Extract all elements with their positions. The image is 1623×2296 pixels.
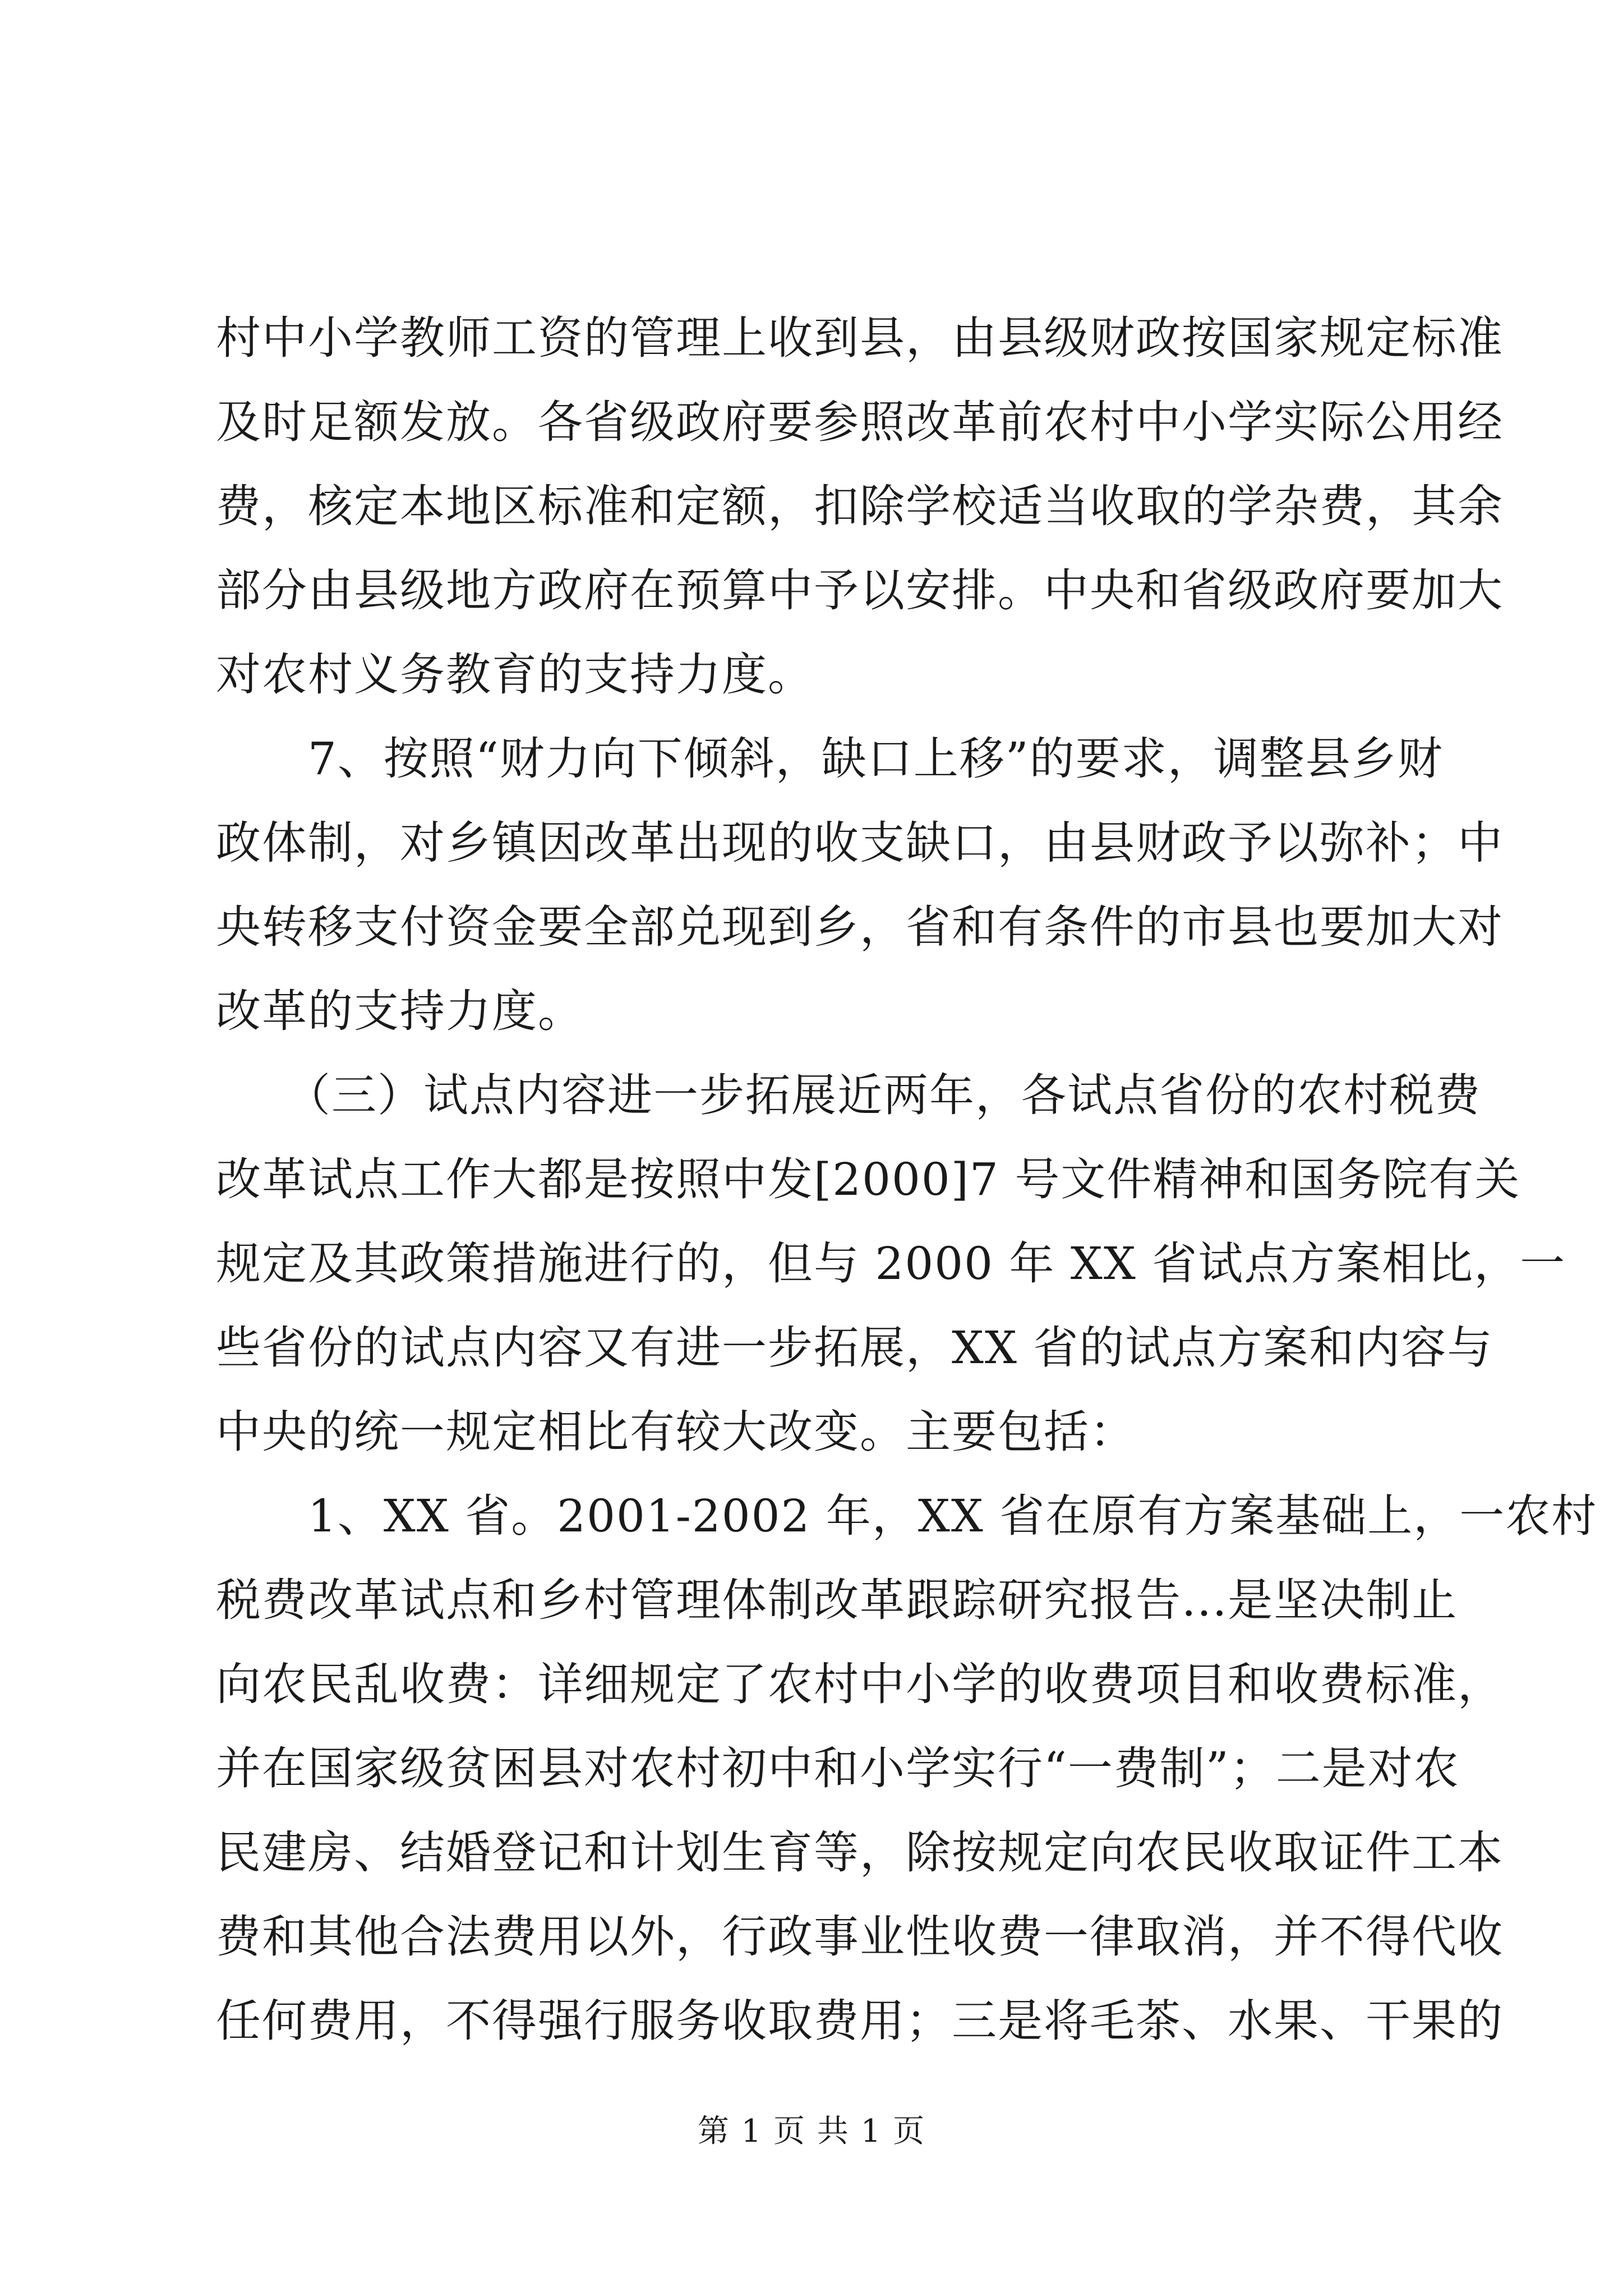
body-line: 央转移支付资金要全部兑现到乡，省和有条件的市县也要加大对 bbox=[216, 901, 1504, 953]
body-line: 规定及其政策措施进行的，但与 2000 年 XX 省试点方案相比，一 bbox=[216, 1237, 1566, 1290]
body-line: 部分由县级地方政府在预算中予以安排。中央和省级政府要加大 bbox=[216, 564, 1504, 616]
body-line: 税费改革试点和乡村管理体制改革跟踪研究报告...是坚决制止 bbox=[216, 1574, 1458, 1626]
body-line: 对农村义务教育的支持力度。 bbox=[216, 648, 814, 701]
body-line: 民建房、结婚登记和计划生育等，除按规定向农民收取证件工本 bbox=[216, 1826, 1504, 1879]
body-line: 政体制，对乡镇因改革出现的收支缺口，由县财政予以弥补；中 bbox=[216, 817, 1504, 869]
body-line: 村中小学教师工资的管理上收到县，由县级财政按国家规定标准 bbox=[216, 312, 1504, 364]
page-footer bbox=[0, 2109, 1623, 2154]
body-line: 费和其他合法费用以外，行政事业性收费一律取消，并不得代收 bbox=[216, 1911, 1504, 1963]
body-line: 中央的统一规定相比有较大改变。主要包括： bbox=[216, 1406, 1136, 1458]
body-line: 些省份的试点内容又有进一步拓展，XX 省的试点方案和内容与 bbox=[216, 1322, 1493, 1374]
body-line: 改革试点工作大都是按照中发[2000]7 号文件精神和国务院有关 bbox=[216, 1153, 1521, 1205]
body-line: 1、XX 省。2001-2002 年，XX 省在原有方案基础上，一农村 bbox=[216, 1490, 1598, 1542]
body-line: 7、按照“财力向下倾斜，缺口上移”的要求，调整县乡财 bbox=[216, 733, 1444, 785]
body-line: 改革的支持力度。 bbox=[216, 985, 584, 1037]
body-line: （三）试点内容进一步拓展近两年，各试点省份的农村税费 bbox=[216, 1069, 1481, 1121]
body-line: 向农民乱收费：详细规定了农村中小学的收费项目和收费标准， bbox=[216, 1658, 1504, 1710]
page-number: 第 1 页 共 1 页 bbox=[697, 2113, 926, 2150]
document-body bbox=[216, 296, 1598, 2063]
body-line: 任何费用，不得强行服务收取费用；三是将毛茶、水果、干果的 bbox=[216, 1995, 1504, 2047]
body-line: 费，核定本地区标准和定额，扣除学校适当收取的学杂费，其余 bbox=[216, 480, 1504, 532]
body-line: 及时足额发放。各省级政府要参照改革前农村中小学实际公用经 bbox=[216, 396, 1504, 448]
body-line: 并在国家级贫困县对农村初中和小学实行“一费制”；二是对农 bbox=[216, 1742, 1460, 1795]
